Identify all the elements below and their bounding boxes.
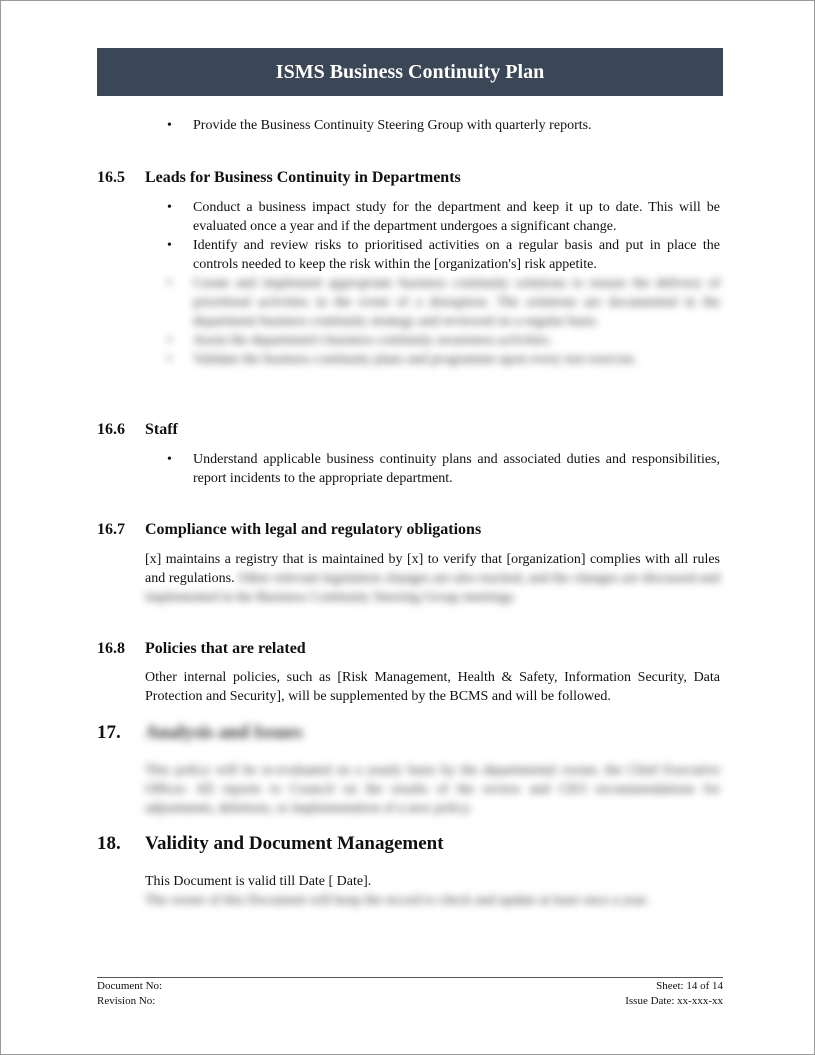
list-item: • Understand applicable business continuity plans and associated duties and responsibilities, report incidents to the appropriate department. [167, 452, 720, 486]
section-heading-16-7: 16.7 Compliance with legal and regulatory obligations [97, 521, 482, 538]
section-paragraph: Other internal policies, such as [Risk Management, Health & Safety, Information Security, Data Protection and Security], will be supplemented by the BCMS and will be followed. [145, 670, 720, 704]
bullet-icon: • [167, 200, 172, 215]
bullet-icon: • [167, 352, 172, 367]
list-item: • Conduct a business impact study for the department and keep it up to date. This will be evaluated once a year and if the department undergoes a significant change. [167, 200, 720, 234]
list-item: • Validate the business continuity plans and programme upon every test exercise. [167, 352, 638, 367]
section-heading-16-8: 16.8 Policies that are related [97, 640, 306, 657]
list-item: • Identify and review risks to prioritised activities on a regular basis and put in place the controls needed to keep the risk within the [organization's] risk appetite. [167, 238, 720, 272]
bullet-list [167, 450, 720, 488]
list-item: • Provide the Business Continuity Steering Group with quarterly reports. [167, 118, 592, 133]
bullet-list [167, 116, 720, 135]
bullet-icon: • [167, 276, 172, 291]
list-item: • Assist the department's business continuity awareness activities. [167, 333, 553, 348]
section-heading-16-5: 16.5 Leads for Business Continuity in Departments [97, 169, 461, 186]
revision-number: Revision No: [97, 995, 156, 1007]
document-number: Document No: [97, 980, 163, 992]
blurred-paragraph: This policy will be re-evaluated on a yearly basis by the departmental owner, the Chief Executive Officer. All reports to Council on the results of the review and CEO recommendations for adjustments, deletions, or implementation of a new policy. [145, 763, 720, 816]
blurred-text: Other relevant legislation changes are also tracked, and the changes are discussed and implemented in the Business Continuity Steering Group meetings. [145, 571, 721, 605]
section-paragraph: This Document is valid till Date [ Date]. The owner of this Document will keep the record to check and update at least once a year. [145, 872, 720, 910]
sheet-number: Sheet: 14 of 14 [656, 980, 723, 992]
section-paragraph: [x] maintains a registry that is maintained by [x] to verify that [organization] complies with all rules and regulations. Other relevant legislation changes are also tracked, and the changes are discussed and implemented in the Business Continuity Steering Group meetings. [145, 552, 721, 605]
footer-row-1 [97, 980, 723, 992]
section-heading-18: 18. Validity and Document Management [97, 833, 444, 854]
bullet-icon: • [167, 238, 172, 253]
blurred-text: The owner of this Document will keep the record to check and update at least once a year. [145, 893, 649, 908]
document-header [97, 48, 723, 96]
bullet-list [167, 198, 720, 274]
section-heading-16-6: 16.6 Staff [97, 421, 178, 438]
issue-date: Issue Date: xx-xxx-xx [625, 995, 723, 1007]
blurred-bullet-list [167, 274, 720, 369]
list-item: • Create and implement appropriate business continuity solutions to ensure the delivery of prioritised activities in the event of a disruption. The solutions are documented in the department business continuity strategy and reviewed on a regular basis. [167, 276, 720, 329]
section-heading-17: 17. Analysis and Issues [97, 722, 303, 743]
footer-row-2 [97, 995, 723, 1007]
footer-divider [97, 977, 723, 978]
document-title: ISMS Business Continuity Plan [275, 60, 545, 83]
bullet-icon: • [167, 452, 172, 467]
bullet-icon: • [167, 333, 172, 348]
bullet-icon: • [167, 118, 172, 133]
